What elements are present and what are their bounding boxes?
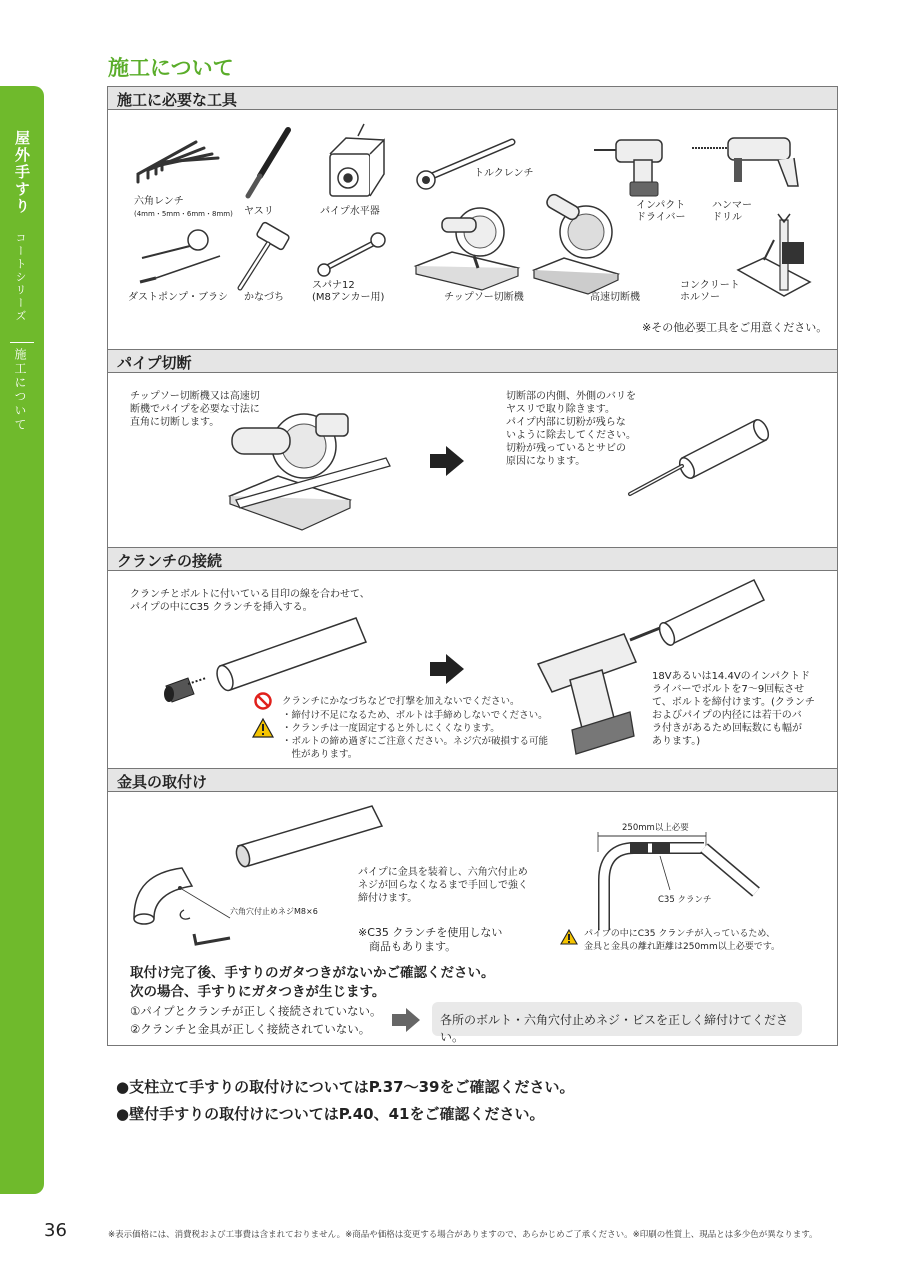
dust-pump-brush-illustration bbox=[136, 228, 226, 284]
label-spanner-1: スパナ12 bbox=[312, 280, 355, 291]
chip-saw-cutter-illustration bbox=[412, 196, 522, 288]
label-impact-driver-1: インパクト bbox=[636, 200, 686, 211]
fitting-attach-illustration bbox=[126, 802, 384, 950]
deburring-illustration bbox=[626, 414, 772, 498]
label-hammer-drill-2: ドリル bbox=[712, 212, 742, 223]
sidebar-series: コートシリーズ bbox=[14, 232, 27, 323]
label-chip-saw: チップソー切断機 bbox=[444, 292, 524, 303]
page-number: 36 bbox=[44, 1220, 67, 1241]
hex-wrench-illustration bbox=[134, 130, 224, 186]
label-spanner-2: (M8アンカー用) bbox=[312, 292, 385, 303]
label-hammer: かなづち bbox=[244, 292, 284, 303]
tighten-notice: 各所のボルト・六角穴付止めネジ・ビスを正しく締付けてください。 bbox=[432, 1002, 802, 1036]
tools-note: ※その他必要工具をご用意ください。 bbox=[642, 321, 828, 334]
label-hammer-drill-1: ハンマー bbox=[712, 200, 752, 211]
label-high-speed-cutter: 高速切断機 bbox=[590, 292, 640, 303]
label-dust-pump: ダストポンプ・ブラシ bbox=[128, 292, 228, 303]
fitting-spacing-diagram bbox=[590, 830, 770, 940]
fitting-caution: パイプの中にC35 クランチが入っているため、 金具と金具の離れ距離は250mm以上必要です。 bbox=[584, 929, 780, 952]
fitting-note: ※C35 クランチを使用しない 商品もあります。 bbox=[358, 926, 503, 953]
prohibit-icon bbox=[254, 692, 272, 710]
footnote: ※表示価格には、消費税および工事費は含まれておりません。※商品や価格は変更する場合がありますので、あらかじめご了承ください。※印刷の性質上、現品とは多少色が異なります。 bbox=[108, 1230, 818, 1240]
page-title: 施工について bbox=[108, 56, 234, 80]
clutch-top-text: クランチとボルトに付いている目印の線を合わせて、 パイプの中にC35 クランチを挿入する。 bbox=[130, 589, 370, 613]
spanner-illustration bbox=[316, 232, 386, 278]
section-heading-pipe-cut: パイプ切断 bbox=[108, 349, 837, 373]
label-hex-wrench: 六角レンチ bbox=[134, 196, 184, 207]
sidebar bbox=[0, 86, 44, 1194]
reference-post-rail: ●支柱立て手すりの取付けについてはP.37～39をご確認ください。 bbox=[116, 1078, 575, 1096]
label-c35-clutch: C35 クランチ bbox=[658, 895, 712, 905]
pipe-cut-left-text: チップソー切断機又は高速切 断機でパイプを必要な寸法に 直角に切断します。 bbox=[130, 391, 260, 428]
impact-driver-illustration bbox=[594, 134, 666, 198]
pipe-level-illustration bbox=[324, 124, 390, 200]
high-speed-cutter-illustration bbox=[530, 194, 622, 294]
label-file: ヤスリ bbox=[244, 206, 274, 217]
arrow-right-icon bbox=[430, 446, 464, 476]
reference-wall-rail: ●壁付手すりの取付けについてはP.40、41をご確認ください。 bbox=[116, 1105, 545, 1123]
pipe-cut-right-text: 切断部の内側、外側のバリを ヤスリで取り除きます。 パイプ内部に切粉が残らな いように除去してください。 切粉が残っているとサビの 原因になります。 bbox=[506, 391, 636, 467]
section-heading-fitting: 金具の取付け bbox=[108, 768, 837, 792]
torque-wrench-illustration bbox=[414, 136, 518, 190]
section-heading-clutch: クランチの接続 bbox=[108, 547, 837, 571]
clutch-cautions: ・締付け不足になるため、ボルトは手締めしないでください。 ・クランチは一度固定すると外しにくくなります。 ・ボルトの締め過ぎにご注意ください。ネジ穴が破損する可能 性があります。 bbox=[282, 710, 549, 760]
hammer-drill-illustration bbox=[692, 134, 804, 194]
section-heading-tools: 施工に必要な工具 bbox=[108, 86, 837, 110]
label-core-drill-1: コンクリート bbox=[680, 280, 740, 291]
label-pipe-level: パイプ水平器 bbox=[320, 206, 380, 217]
sidebar-category: 屋外手すり bbox=[13, 130, 31, 215]
sidebar-divider bbox=[10, 342, 34, 343]
label-core-drill-2: ホルソー bbox=[680, 292, 720, 303]
loose-cases: ①パイプとクランチが正しく接続されていない。 ②クランチと金具が正しく接続されていない。 bbox=[130, 1004, 382, 1036]
pipe-cutting-illustration bbox=[226, 400, 390, 524]
label-impact-driver-2: ドライバー bbox=[636, 212, 686, 223]
label-spacing-dim: 250mm以上必要 bbox=[622, 823, 689, 833]
sidebar-section: 施工について bbox=[13, 348, 27, 432]
label-hex-screw: 六角穴付止めネジM8×6 bbox=[230, 907, 318, 916]
arrow-right-icon-3 bbox=[392, 1008, 420, 1032]
arrow-right-icon-2 bbox=[430, 654, 464, 684]
file-tool-illustration bbox=[240, 126, 296, 200]
core-drill-illustration bbox=[734, 212, 814, 308]
clutch-right-text: 18Vあるいは14.4Vのインパクトド ライバーでボルトを7～9回転させ て、ボルトを締付けます。(クランチ およびパイプの内径には若干のバ ラ付きがあるため回転数にも幅が あります。) bbox=[652, 671, 815, 747]
label-hex-wrench-sizes: (4mm・5mm・6mm・8mm) bbox=[134, 210, 233, 218]
confirm-text: 取付け完了後、手すりのガタつきがないかご確認ください。 次の場合、手すりにガタつきが生じます。 bbox=[130, 965, 495, 1000]
caution-icon-2 bbox=[560, 929, 578, 945]
hammer-illustration bbox=[234, 226, 294, 292]
label-torque-wrench: トルクレンチ bbox=[474, 168, 534, 179]
caution-icon bbox=[252, 718, 274, 738]
clutch-prohibit-text: クランチにかなづちなどで打撃を加えないでください。 bbox=[282, 696, 520, 707]
fitting-mid-text: パイプに金具を装着し、六角穴付止め ネジが回らなくなるまで手回しで強く 締付けます。 bbox=[358, 867, 528, 904]
